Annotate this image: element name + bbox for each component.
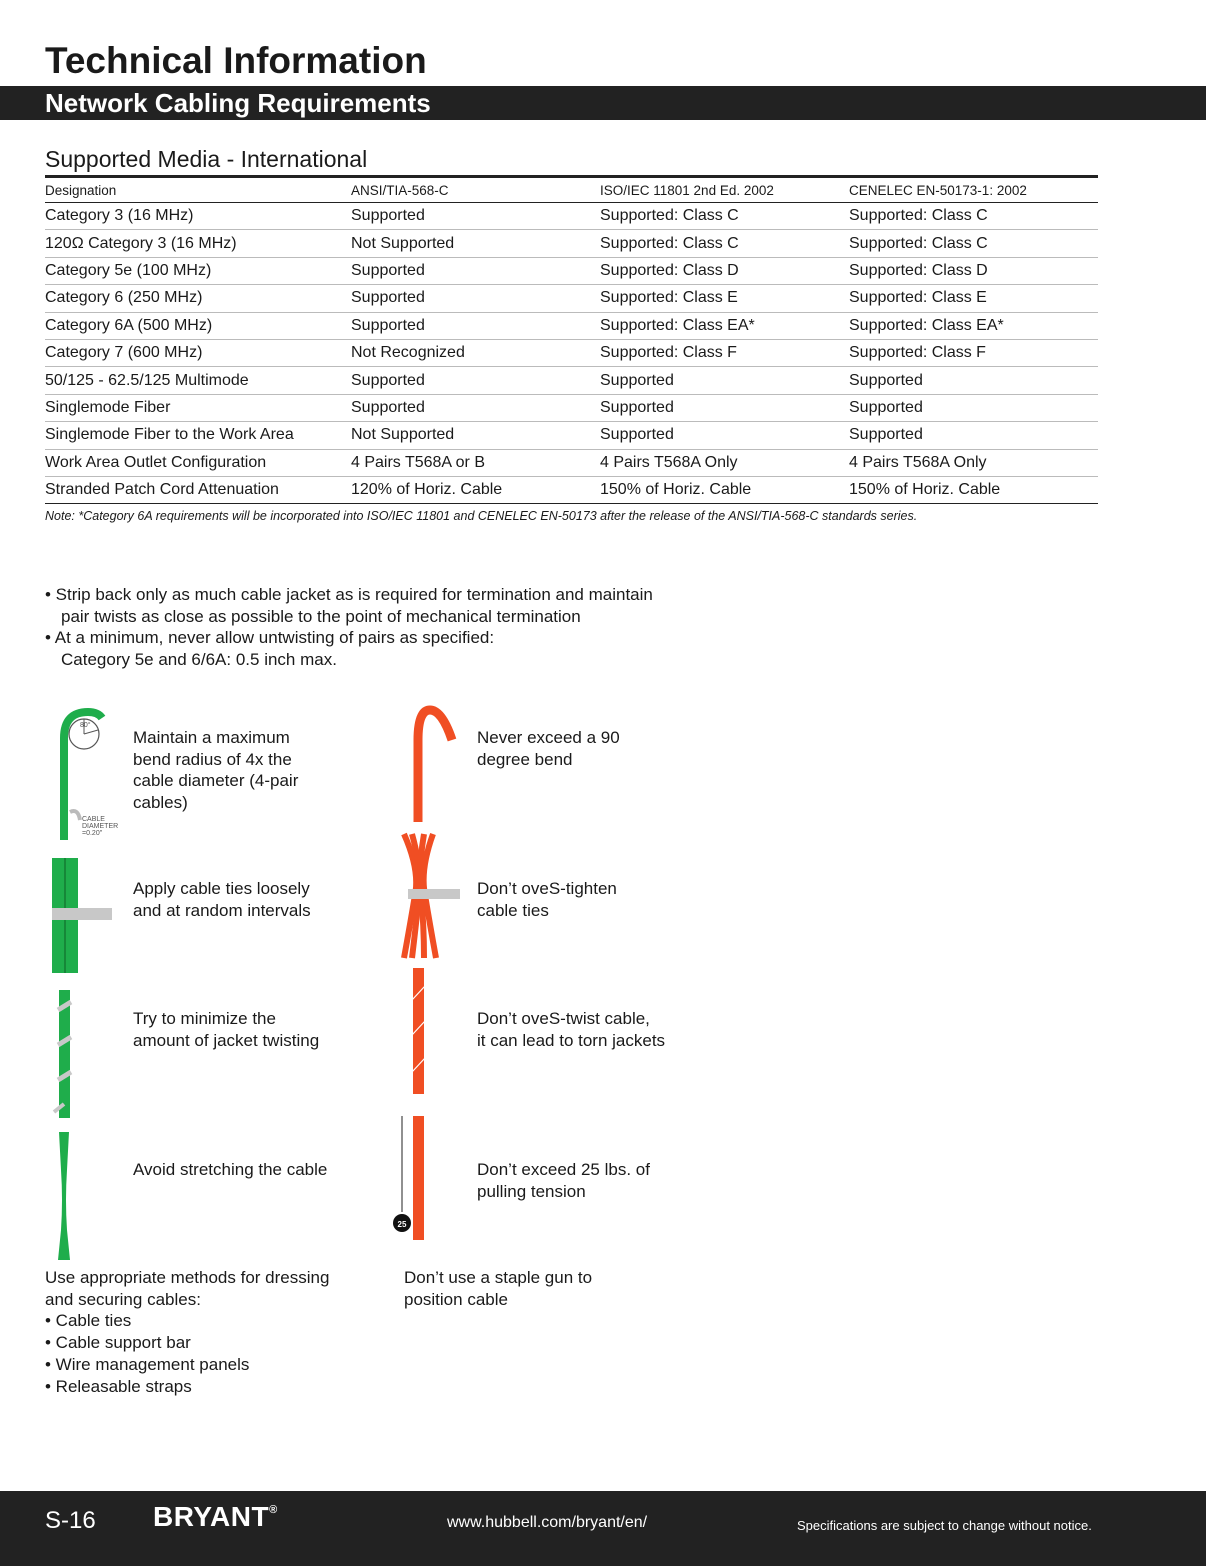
table-cell: Supported (351, 203, 600, 230)
table-cell: Supported: Class F (600, 339, 849, 366)
list-item: Use appropriate methods for dressing (45, 1268, 330, 1287)
table-heading: Supported Media - International (45, 146, 368, 172)
table-cell: 4 Pairs T568A Only (600, 449, 849, 476)
label-line: Avoid stretching the cable (133, 1160, 328, 1179)
table-cell: Supported: Class C (600, 230, 849, 257)
bad-bend-cable-icon (418, 710, 452, 822)
label-line: amount of jacket twisting (133, 1030, 320, 1050)
table-cell: Not Supported (351, 422, 600, 449)
table-row (45, 203, 1098, 230)
table-cell: Category 5e (100 MHz) (45, 257, 351, 284)
list-item: position cable (404, 1289, 508, 1309)
table-cell: Supported: Class C (849, 230, 1098, 257)
bullet-line: pair twists as close as possible to the point of mechanical termination (61, 606, 581, 626)
label-line: it can lead to torn jackets (477, 1030, 666, 1050)
table-cell: 150% of Horiz. Cable (849, 476, 1098, 503)
table-cell: Supported (849, 394, 1098, 421)
list-item: Don’t use a staple gun to (404, 1268, 593, 1287)
table-cell: 150% of Horiz. Cable (600, 476, 849, 503)
table-cell: Not Supported (351, 230, 600, 257)
table-cell: Supported (849, 367, 1098, 394)
table-cell: Supported: Class C (849, 203, 1098, 230)
do-stretch-label (133, 1159, 327, 1181)
list-item: • Releasable straps (45, 1376, 192, 1396)
label-line: Apply cable ties loosely (133, 879, 310, 898)
bad-cable-ties-icon (404, 834, 460, 958)
dressing-methods-list (45, 1267, 329, 1397)
column-header: ISO/IEC 11801 2nd Ed. 2002 (600, 177, 849, 203)
list-item: and securing cables: (45, 1289, 201, 1309)
table-cell: 120% of Horiz. Cable (351, 476, 600, 503)
staple-gun-note (404, 1267, 592, 1310)
table-cell: Category 7 (600 MHz) (45, 339, 351, 366)
good-stretch-cable-icon (58, 1132, 70, 1260)
label-line: bend radius of 4x the (133, 749, 292, 769)
list-item: • Wire management panels (45, 1354, 250, 1374)
weight-label: 25 (397, 1220, 407, 1229)
table-cell: Work Area Outlet Configuration (45, 449, 351, 476)
page-footer (0, 1491, 1206, 1566)
dont-bend-label (477, 727, 620, 770)
bullet-line: Category 5e and 6/6A: 0.5 inch max. (61, 650, 337, 670)
label-line: Never exceed a 90 (477, 728, 620, 747)
label-line: degree bend (477, 749, 573, 769)
table-cell: 120Ω Category 3 (16 MHz) (45, 230, 351, 257)
do-ties-label (133, 878, 311, 921)
page-number: S-16 (45, 1507, 96, 1534)
table-row (45, 422, 1098, 449)
table-cell: Supported: Class F (849, 339, 1098, 366)
table-cell: 4 Pairs T568A or B (351, 449, 600, 476)
section-title: Network Cabling Requirements (45, 88, 431, 118)
logo-text: BRYANT (153, 1501, 270, 1532)
table-cell: Stranded Patch Cord Attenuation (45, 476, 351, 503)
table-cell: Supported: Class D (849, 257, 1098, 284)
table-cell: Supported: Class C (600, 203, 849, 230)
table-cell: 50/125 - 62.5/125 Multimode (45, 367, 351, 394)
label-line: Don’t oveS-twist cable, (477, 1009, 650, 1028)
do-bend-label (133, 727, 298, 814)
table-note: Note: *Category 6A requirements will be incorporated into ISO/IEC 11801 and CENELEC EN-50173 after the release of the ANSI/TIA-568-C standards series. (45, 509, 918, 523)
table-cell: Not Recognized (351, 339, 600, 366)
table-row (45, 394, 1098, 421)
table-cell: Supported (600, 422, 849, 449)
bad-twist-cable-icon (412, 968, 425, 1094)
table-cell: Supported: Class E (849, 285, 1098, 312)
cable-label: DIAMETER (82, 823, 119, 830)
label-line: cable ties (477, 900, 549, 920)
table-cell: Supported (600, 394, 849, 421)
label-line: Try to minimize the (133, 1009, 276, 1028)
bend-angle-label: 80° (80, 722, 91, 729)
good-cable-ties-icon (52, 858, 112, 973)
label-line: cable diameter (4-pair (133, 771, 299, 791)
table-cell: Supported (849, 422, 1098, 449)
dont-tension-label (477, 1159, 650, 1202)
supported-media-table (45, 175, 1098, 504)
table-cell: Supported: Class D (600, 257, 849, 284)
table-header-row (45, 177, 1098, 203)
table-row (45, 230, 1098, 257)
table-cell: 4 Pairs T568A Only (849, 449, 1098, 476)
column-header: Designation (45, 177, 351, 203)
label-line: Don’t exceed 25 lbs. of (477, 1160, 650, 1179)
good-bend-cable-icon (64, 712, 118, 840)
do-twist-label (133, 1008, 319, 1051)
website-link[interactable]: www.hubbell.com/bryant/en/ (447, 1514, 648, 1531)
table-cell: Supported (351, 285, 600, 312)
table-row (45, 367, 1098, 394)
bad-tension-cable-icon (393, 1116, 424, 1240)
table-row (45, 312, 1098, 339)
dont-twist-label (477, 1008, 665, 1051)
table-cell: Singlemode Fiber (45, 394, 351, 421)
table-cell: Supported (351, 312, 600, 339)
table-cell: Supported (351, 367, 600, 394)
bryant-logo (153, 1501, 278, 1533)
footer-disclaimer: Specifications are subject to change without notice. (797, 1518, 1092, 1533)
bullet-line: • At a minimum, never allow untwisting of pairs as specified: (45, 628, 495, 648)
label-line: Don’t oveS-tighten (477, 879, 617, 898)
list-item: • Cable ties (45, 1311, 132, 1331)
table-cell: Category 6 (250 MHz) (45, 285, 351, 312)
page-title: Technical Information (45, 40, 427, 81)
table-cell: Singlemode Fiber to the Work Area (45, 422, 351, 449)
termination-bullets (45, 584, 653, 671)
table-cell: Supported: Class EA* (600, 312, 849, 339)
table-cell: Category 3 (16 MHz) (45, 203, 351, 230)
list-item: • Cable support bar (45, 1333, 191, 1353)
registered-mark: ® (269, 1504, 278, 1516)
table-row (45, 285, 1098, 312)
table-cell: Category 6A (500 MHz) (45, 312, 351, 339)
table-row (45, 339, 1098, 366)
table-cell: Supported: Class E (600, 285, 849, 312)
table-row (45, 476, 1098, 503)
good-twist-cable-icon (54, 990, 71, 1118)
column-header: CENELEC EN-50173-1: 2002 (849, 177, 1098, 203)
cable-label: =0.20" (82, 830, 103, 837)
section-bar (0, 86, 1206, 120)
table-cell: Supported (600, 367, 849, 394)
table-cell: Supported (351, 394, 600, 421)
dont-ties-label (477, 878, 617, 921)
label-line: cables) (133, 793, 188, 813)
label-line: and at random intervals (133, 900, 311, 920)
column-header: ANSI/TIA-568-C (351, 177, 600, 203)
cable-label: CABLE (82, 816, 105, 823)
label-line: Maintain a maximum (133, 728, 290, 747)
table-cell: Supported (351, 257, 600, 284)
label-line: pulling tension (477, 1181, 586, 1201)
bullet-line: • Strip back only as much cable jacket as is required for termination and maintain (45, 585, 653, 604)
table-row (45, 449, 1098, 476)
table-row (45, 257, 1098, 284)
table-cell: Supported: Class EA* (849, 312, 1098, 339)
